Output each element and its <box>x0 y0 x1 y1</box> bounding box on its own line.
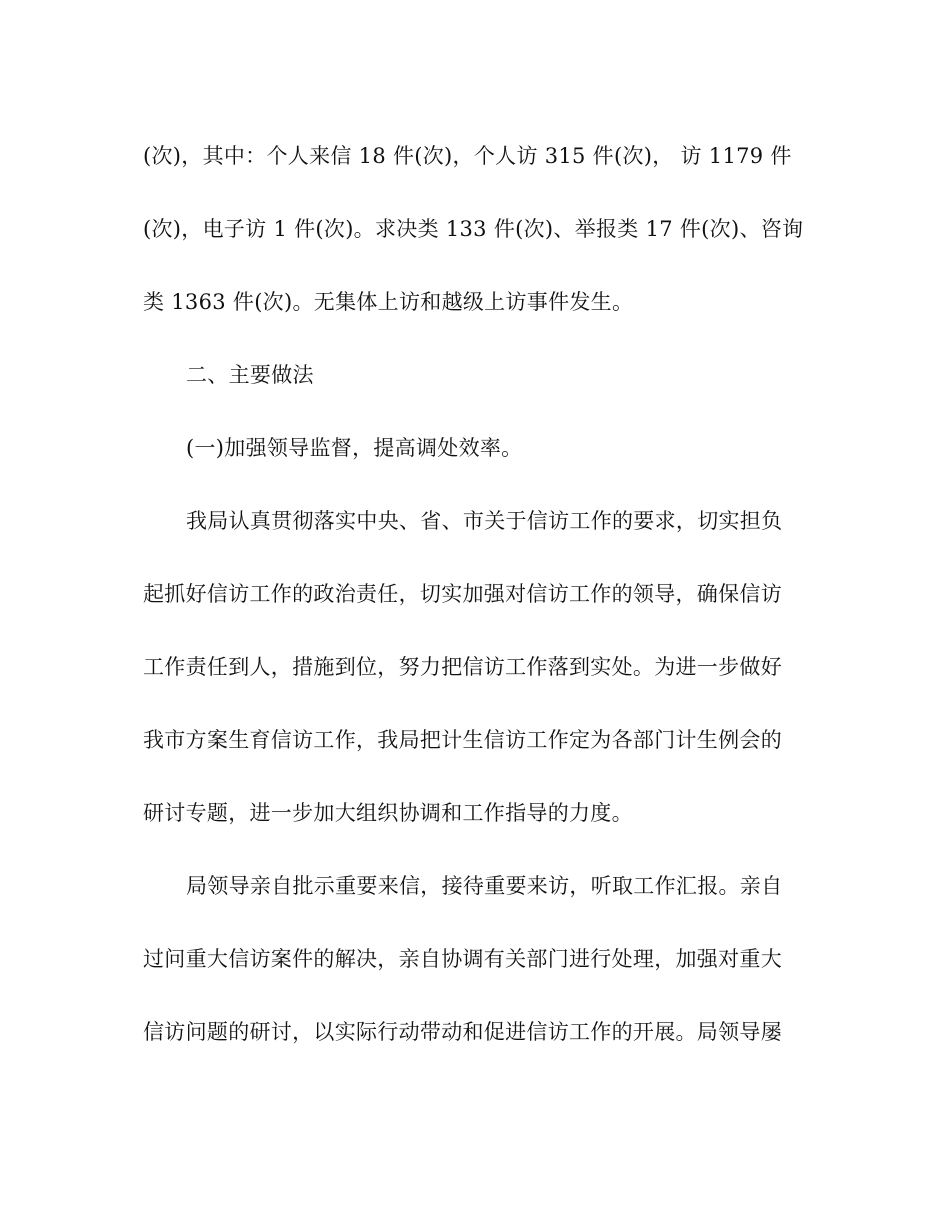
text-line: (次)，其中：个人来信 18 件(次)，个人访 315 件(次)， 访 1179 件 <box>143 144 792 168</box>
subsection-heading: (一)加强领导监督，提高调处效率。 <box>186 436 523 460</box>
text-line: 研讨专题，进一步加大组织协调和工作指导的力度。 <box>143 801 633 825</box>
text-line: 信访问题的研讨，以实际行动带动和促进信访工作的开展。局领导屡 <box>143 1020 782 1044</box>
text-line: 我市方案生育信访工作，我局把计生信访工作定为各部门计生例会的 <box>143 728 782 752</box>
text-line: 工作责任到人，措施到位，努力把信访工作落到实处。为进一步做好 <box>143 655 782 679</box>
text-line: 局领导亲自批示重要来信，接待重要来访，听取工作汇报。亲自 <box>186 874 783 898</box>
section-heading: 二、主要做法 <box>186 363 314 387</box>
text-line: 起抓好信访工作的政治责任，切实加强对信访工作的领导，确保信访 <box>143 582 782 606</box>
text-line: 过问重大信访案件的解决，亲自协调有关部门进行处理，加强对重大 <box>143 947 782 971</box>
text-line: 我局认真贯彻落实中央、省、市关于信访工作的要求，切实担负 <box>186 509 783 533</box>
text-line: 类 1363 件(次)。无集体上访和越级上访事件发生。 <box>143 290 634 314</box>
text-line: (次)，电子访 1 件(次)。求决类 133 件(次)、举报类 17 件(次)、咨询 <box>143 217 804 241</box>
